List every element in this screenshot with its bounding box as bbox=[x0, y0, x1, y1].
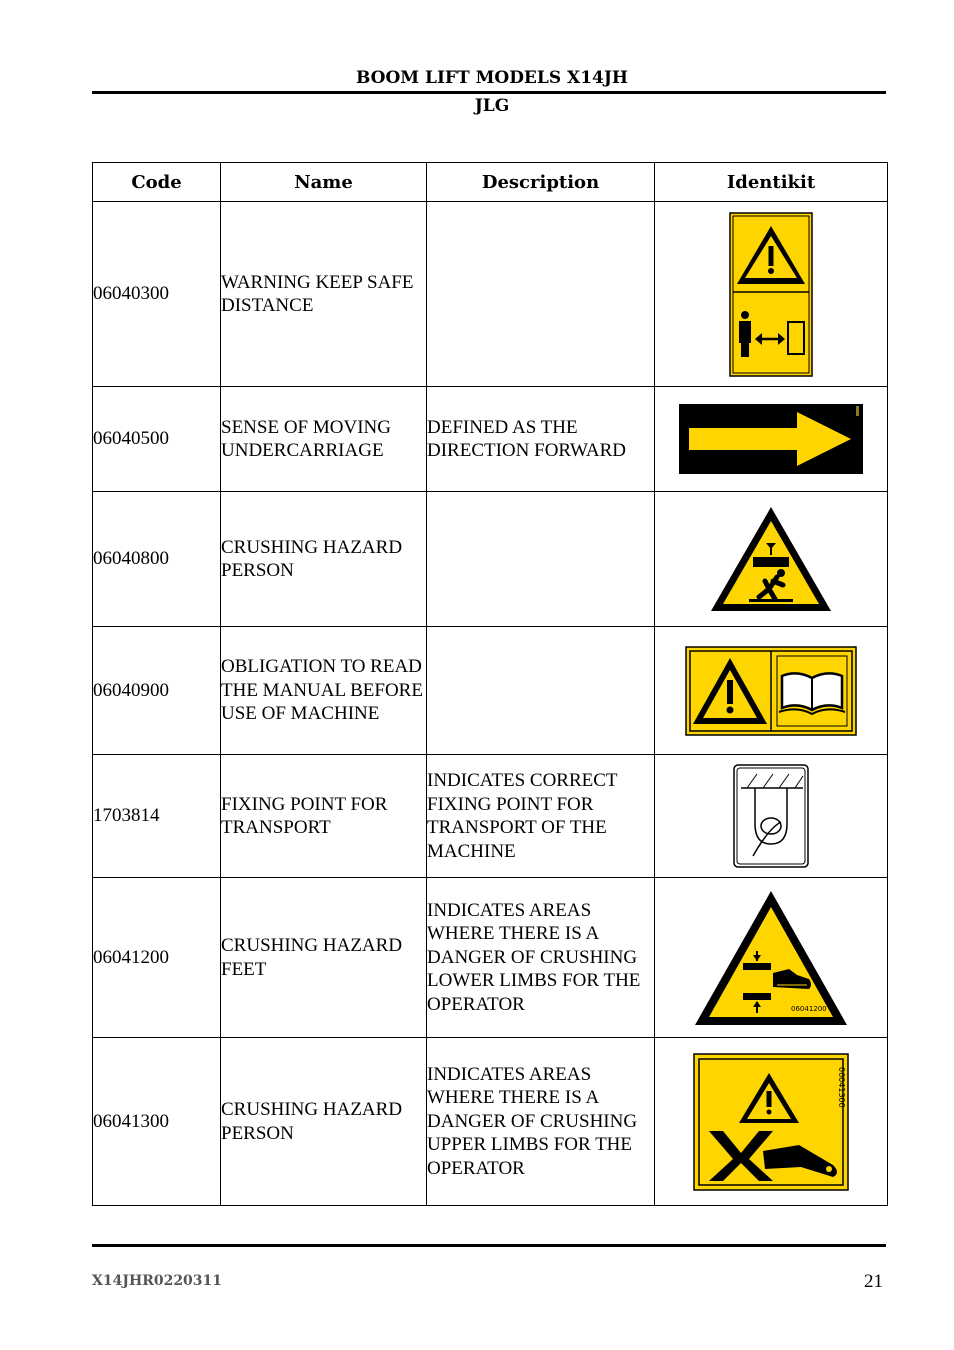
cell-name: CRUSHING HAZARD PERSON bbox=[221, 1038, 427, 1206]
cell-code: 06040300 bbox=[93, 202, 221, 387]
crushing-feet-sign-icon bbox=[693, 889, 849, 1027]
cell-description: DEFINED AS THE DIRECTION FORWARD bbox=[427, 387, 655, 492]
cell-description bbox=[427, 202, 655, 387]
cell-name: WARNING KEEP SAFE DISTANCE bbox=[221, 202, 427, 387]
table-row bbox=[93, 387, 888, 492]
document-code: X14JHR0220311 bbox=[92, 1273, 223, 1289]
table-row bbox=[93, 878, 888, 1038]
read-manual-sign-icon bbox=[685, 646, 857, 736]
cell-description bbox=[427, 627, 655, 755]
cell-code: 06041200 bbox=[93, 878, 221, 1038]
cell-name: OBLIGATION TO READ THE MANUAL BEFORE USE OF MACHINE bbox=[221, 627, 427, 755]
column-header-name: Name bbox=[221, 163, 427, 202]
cell-description bbox=[427, 492, 655, 627]
table-header-row bbox=[93, 163, 888, 202]
header-rule bbox=[92, 91, 886, 94]
sign-code-text: 06041300 bbox=[837, 1066, 846, 1108]
document-subtitle: JLG bbox=[474, 96, 510, 116]
signs-table bbox=[92, 162, 888, 1206]
cell-code: 06040900 bbox=[93, 627, 221, 755]
table-row bbox=[93, 755, 888, 878]
column-header-identikit: Identikit bbox=[655, 163, 888, 202]
cell-description: INDICATES CORRECT FIXING POINT FOR TRANSPORT OF THE MACHINE bbox=[427, 755, 655, 878]
table-row bbox=[93, 492, 888, 627]
cell-name: FIXING POINT FOR TRANSPORT bbox=[221, 755, 427, 878]
cell-name: SENSE OF MOVING UNDERCARRIAGE bbox=[221, 387, 427, 492]
column-header-code: Code bbox=[93, 163, 221, 202]
keep-safe-distance-sign-icon bbox=[729, 212, 813, 377]
cell-code: 06040800 bbox=[93, 492, 221, 627]
cell-code: 06041300 bbox=[93, 1038, 221, 1206]
crushing-person-sign-icon bbox=[709, 505, 833, 613]
fixing-point-hook-sign-icon bbox=[733, 764, 809, 868]
document-title: BOOM LIFT MODELS X14JH bbox=[355, 68, 628, 88]
cell-name: CRUSHING HAZARD FEET bbox=[221, 878, 427, 1038]
cell-description: INDICATES AREAS WHERE THERE IS A DANGER OF CRUSHING LOWER LIMBS FOR THE OPERATOR bbox=[427, 878, 655, 1038]
footer-rule bbox=[92, 1244, 886, 1247]
forward-arrow-sign-icon bbox=[679, 404, 863, 474]
table-row bbox=[93, 1038, 888, 1206]
cell-code: 1703814 bbox=[93, 755, 221, 878]
cell-name: CRUSHING HAZARD PERSON bbox=[221, 492, 427, 627]
table-row bbox=[93, 627, 888, 755]
sign-code-text: 06041200 bbox=[791, 1004, 827, 1013]
crushing-hands-sign-icon bbox=[693, 1053, 849, 1191]
page-number: 21 bbox=[864, 1271, 883, 1292]
table-row bbox=[93, 202, 888, 387]
cell-code: 06040500 bbox=[93, 387, 221, 492]
cell-description: INDICATES AREAS WHERE THERE IS A DANGER OF CRUSHING UPPER LIMBS FOR THE OPERATOR bbox=[427, 1038, 655, 1206]
column-header-description: Description bbox=[427, 163, 655, 202]
